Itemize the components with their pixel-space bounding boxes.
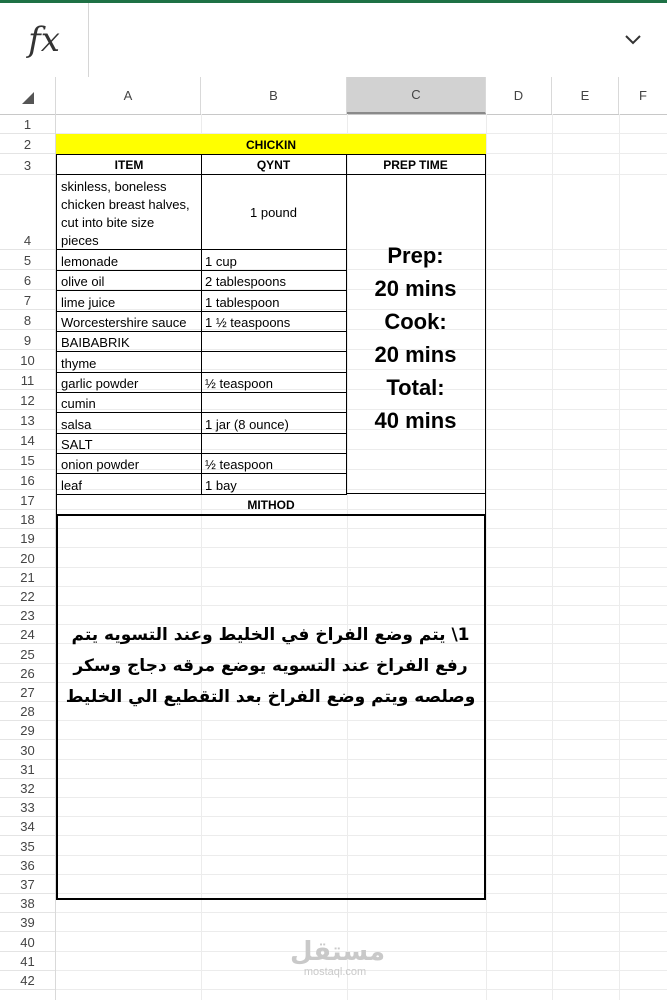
qty-cell[interactable]: 1 bay (201, 474, 347, 495)
qty-cell[interactable] (201, 392, 347, 413)
item-cell[interactable]: olive oil (56, 270, 202, 291)
row-header[interactable]: 25 (0, 644, 55, 663)
row-header[interactable]: 27 (0, 683, 55, 702)
item-line: pieces (61, 233, 99, 248)
row-header[interactable]: 1 (0, 114, 55, 134)
item-cell[interactable]: lime juice (56, 291, 202, 312)
chevron-down-icon[interactable] (623, 29, 643, 49)
item-cell[interactable]: cumin (56, 392, 202, 413)
prep-time-line: 40 mins (374, 408, 457, 433)
row-header[interactable]: 9 (0, 330, 55, 350)
grid-line (619, 114, 620, 1000)
row-header[interactable]: 14 (0, 430, 55, 450)
item-cell-row4[interactable] (56, 175, 202, 250)
item-line: skinless, boneless (61, 179, 167, 194)
row-header[interactable]: 39 (0, 913, 55, 932)
grid-line (56, 989, 667, 990)
item-cell[interactable]: BAIBABRIK (56, 331, 202, 352)
row-header[interactable]: 41 (0, 952, 55, 971)
item-cell[interactable]: garlic powder (56, 372, 202, 393)
watermark-latin: mostaql.com (303, 966, 367, 978)
qty-cell[interactable]: ½ teaspoon (201, 372, 347, 393)
row-header[interactable]: 20 (0, 548, 55, 567)
row-header[interactable]: 11 (0, 370, 55, 390)
row-header[interactable]: 18 (0, 510, 55, 529)
row-header[interactable]: 3 (0, 154, 55, 175)
spreadsheet-grid[interactable] (56, 114, 667, 1000)
item-cell[interactable]: SALT (56, 433, 202, 454)
row-header[interactable]: 42 (0, 971, 55, 990)
row-header[interactable]: 31 (0, 760, 55, 779)
grid-line (486, 114, 487, 1000)
row-header[interactable]: 6 (0, 270, 55, 290)
qty-cell[interactable]: 1 cup (201, 250, 347, 271)
row-header[interactable]: 13 (0, 410, 55, 430)
row-header[interactable]: 10 (0, 350, 55, 370)
row-header[interactable]: 12 (0, 390, 55, 410)
column-header-e[interactable]: E (552, 77, 619, 114)
header-qty[interactable]: QYNT (201, 154, 347, 175)
fx-icon[interactable]: fx (0, 3, 89, 77)
row-header[interactable]: 38 (0, 894, 55, 913)
prep-time-line: Cook: (384, 309, 447, 334)
row-header[interactable]: 32 (0, 779, 55, 798)
prep-time-line: 20 mins (374, 342, 457, 367)
qty-cell[interactable]: 1 jar (8 ounce) (201, 413, 347, 434)
qty-cell[interactable] (201, 352, 347, 373)
row-header[interactable]: 21 (0, 568, 55, 587)
item-cell[interactable]: leaf (56, 474, 202, 495)
column-header-b[interactable]: B (201, 77, 347, 114)
qty-cell[interactable]: ½ teaspoon (201, 453, 347, 474)
row-header[interactable]: 36 (0, 856, 55, 875)
item-cell[interactable]: lemonade (56, 250, 202, 271)
row-header[interactable]: 40 (0, 932, 55, 951)
grid-line (56, 931, 667, 932)
prep-time-line: Prep: (387, 243, 444, 268)
grid-line (56, 912, 667, 913)
prep-time-cell[interactable] (346, 175, 486, 494)
watermark-arabic: مستقل (290, 937, 386, 967)
qty-cell[interactable]: 1 ½ teaspoons (201, 311, 347, 332)
column-header-a[interactable]: A (56, 77, 201, 114)
watermark (290, 937, 386, 979)
row-header[interactable]: 15 (0, 450, 55, 470)
column-header-c[interactable]: C (347, 77, 486, 114)
row-header[interactable]: 22 (0, 587, 55, 606)
method-text: 1\ يتم وضع الفراخ في الخليط وعند التسويه يتم رفع الفراخ عند التسويه يوضع مرقه دجاج وسكر وصلصه ويتم وضع الفراخ بعد التقطيع الي الخليط (65, 625, 476, 707)
row-header[interactable]: 26 (0, 664, 55, 683)
item-cell[interactable]: onion powder (56, 453, 202, 474)
column-header-bar (0, 77, 667, 115)
prep-time-line: 20 mins (374, 276, 457, 301)
qty-cell-row4[interactable]: 1 pound (201, 175, 347, 250)
row-header[interactable]: 17 (0, 490, 55, 510)
row-header[interactable]: 4 (0, 175, 55, 250)
row-header[interactable]: 8 (0, 310, 55, 330)
row-header[interactable]: 29 (0, 721, 55, 740)
row-header[interactable]: 2 (0, 134, 55, 154)
grid-line (552, 114, 553, 1000)
method-label[interactable]: MITHOD (56, 494, 486, 514)
column-header-d[interactable]: D (486, 77, 552, 114)
header-prep-time[interactable]: PREP TIME (346, 154, 486, 175)
item-cell[interactable]: thyme (56, 352, 202, 373)
prep-time-line: Total: (386, 375, 445, 400)
item-line: cut into bite size (61, 215, 155, 230)
row-header[interactable]: 7 (0, 290, 55, 310)
qty-cell[interactable] (201, 433, 347, 454)
qty-cell[interactable]: 2 tablespoons (201, 270, 347, 291)
formula-input[interactable] (89, 3, 609, 77)
sheet-title[interactable]: CHICKIN (56, 134, 486, 154)
column-header-f[interactable]: F (639, 88, 647, 103)
row-header[interactable]: 16 (0, 470, 55, 490)
formula-bar (0, 3, 667, 78)
row-header[interactable]: 5 (0, 250, 55, 270)
select-all-icon (0, 77, 56, 114)
select-all-corner[interactable] (0, 77, 56, 114)
row-header[interactable]: 34 (0, 817, 55, 836)
row-header[interactable]: 24 (0, 625, 55, 644)
header-item[interactable]: ITEM (56, 154, 202, 175)
item-cell[interactable]: Worcestershire sauce (56, 311, 202, 332)
item-line: chicken breast halves, (61, 197, 190, 212)
row-header[interactable]: 19 (0, 529, 55, 548)
row-header[interactable]: 33 (0, 798, 55, 817)
row-header-column (0, 114, 56, 1000)
row-header[interactable]: 28 (0, 702, 55, 721)
qty-cell[interactable]: 1 tablespoon (201, 291, 347, 312)
row-header[interactable]: 37 (0, 875, 55, 894)
row-header[interactable]: 30 (0, 740, 55, 759)
qty-cell[interactable] (201, 331, 347, 352)
row-header[interactable]: 23 (0, 606, 55, 625)
item-cell[interactable]: salsa (56, 413, 202, 434)
row-header[interactable]: 35 (0, 836, 55, 855)
